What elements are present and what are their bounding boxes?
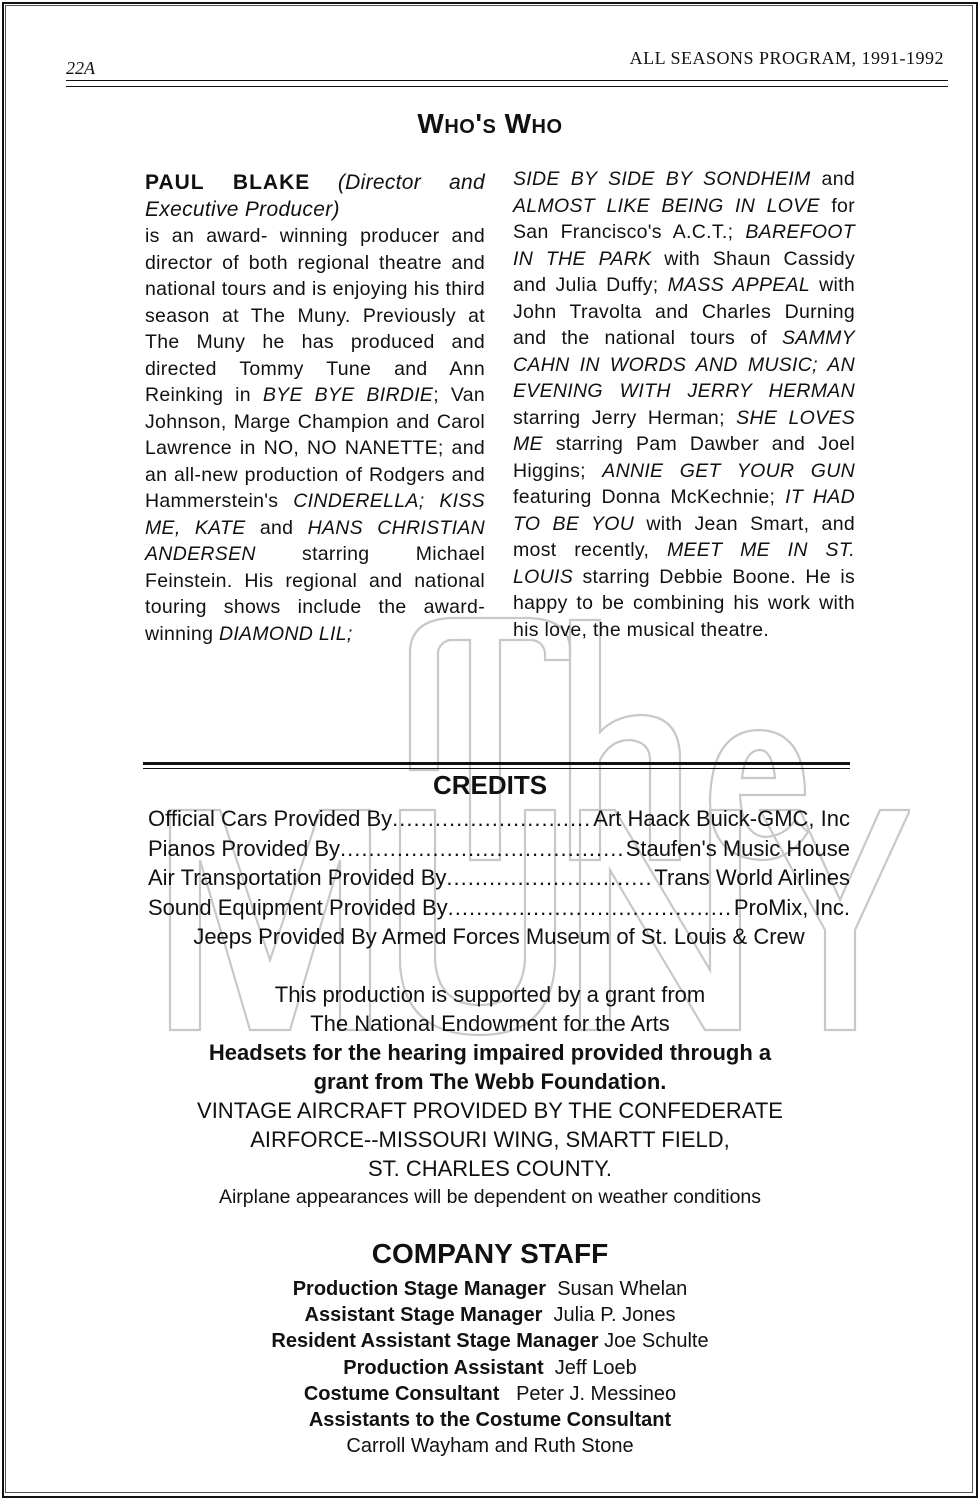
credits-list (148, 804, 850, 952)
header-rule-thin (66, 86, 948, 87)
bio-left-column: PAUL BLAKE (Director and Executive Producer) is an award- winning producer and director of both regional theatre and national tours and is enjoying his third season at The Muny. Previously at The Muny he has produced and directed Tommy Tune and Ann Reinking in BYE BYE BIRDIE; Van Johnson, Marge Champion and Carol Lawrence in NO, NO NANETTE; and an all-new production of Rodgers and Hammerstein's CINDERELLA; KISS ME, KATE and HANS CHRISTIAN ANDERSEN starring Michael Feinstein. His regional and national touring shows include the award-winning DIAMOND LIL; (145, 171, 486, 645)
bio-role: (Director and Executive Producer) (145, 171, 485, 221)
bio-name: PAUL BLAKE (145, 171, 311, 194)
credit-row: Sound Equipment Provided By ..... ProMix, Inc. (148, 893, 850, 923)
section-divider-thin (143, 768, 850, 769)
support-notes: This production is supported by a grant from The National Endowment for the Arts Headsets for the hearing impaired provided through a grant from The Webb Foundation. VINTAGE AIRCRAFT PROVIDED BY THE CONFEDERATE AIRFORCE--MISSOURI WING, SMARTT FIELD, ST. CHARLES COUNTY. Airplane appearances will be dependent on weather conditions (197, 982, 783, 1208)
credits-title: CREDITS (432, 770, 548, 800)
credit-row: Pianos Provided By ..... Staufen's Music House (148, 834, 850, 864)
staff-row: Production Assistant Jeff Loeb (343, 1356, 637, 1379)
staff-row: Costume Consultant Peter J. Messineo (303, 1382, 677, 1405)
company-staff-list (0, 1276, 980, 1459)
staff-row: Assistants to the Costume Consultant (308, 1409, 672, 1432)
company-staff-title: COMPANY STAFF (371, 1238, 609, 1269)
page-number: 22A (66, 58, 95, 78)
staff-row: Resident Assistant Stage Manager Joe Schulte (271, 1330, 709, 1353)
header-rule (66, 80, 948, 81)
staff-row: Production Stage Manager Susan Whelan (292, 1278, 688, 1300)
credit-row: Air Transportation Provided By ..... Trans World Airlines (148, 863, 850, 893)
bio-right-column: SIDE BY SIDE BY SONDHEIM and ALMOST LIKE BEING IN LOVE for San Francisco's A.C.T.; BAREFOOT IN THE PARK with Shaun Cassidy and Julia Duffy; MASS APPEAL with John Travolta and Charles Durning and the national tours of SAMMY CAHN IN WORDS AND MUSIC; AN EVENING WITH JERRY HERMAN starring Jerry Herman; SHE LOVES ME starring Pam Dawber and Joel Higgins; ANNIE GET YOUR GUN featuring Donna McKechnie; IT HAD TO BE YOU with Jean Smart, and most recently, MEET ME IN ST. LOUIS starring Debbie Boone. He is happy to be combining his work with his love, the musical theatre. (513, 168, 856, 641)
section-divider (143, 762, 850, 765)
credit-jeeps: Jeeps Provided By Armed Forces Museum of St. Louis & Crew (193, 924, 805, 949)
credit-row: Official Cars Provided By ..... Art Haack Buick-GMC, Inc (148, 804, 850, 834)
staff-row: Carroll Wayham and Ruth Stone (346, 1435, 634, 1458)
staff-row: Assistant Stage Manager Julia P. Jones (304, 1304, 676, 1327)
running-head: ALL SEASONS PROGRAM, 1991-1992 (629, 48, 944, 68)
whos-who-title: Who's Who (417, 108, 563, 139)
